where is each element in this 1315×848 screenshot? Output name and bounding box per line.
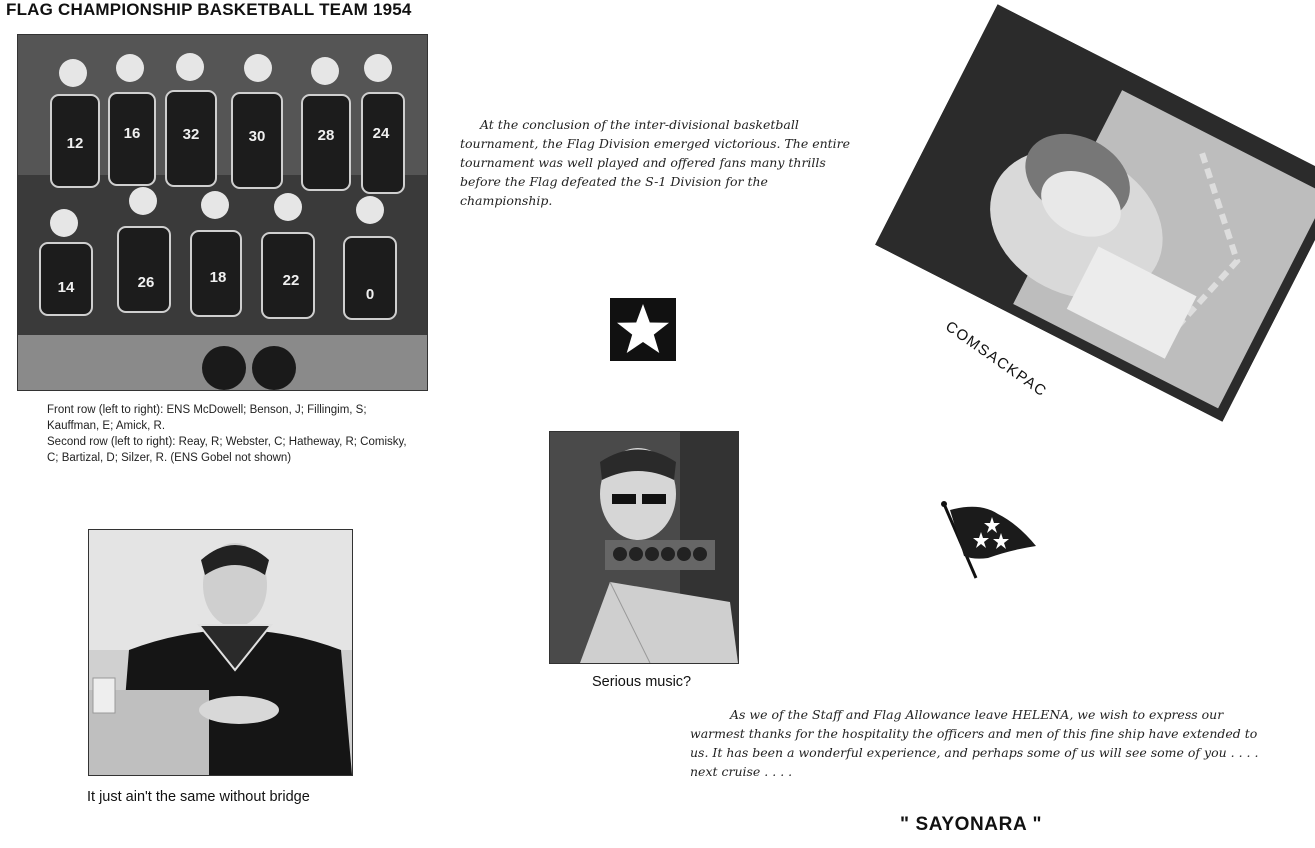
star-emblem xyxy=(610,298,676,361)
tournament-paragraph: At the conclusion of the inter-divisional basketball tournament, the Flag Division emerged victorious. The entire tournament was well played and offered fans many thrills before the Flag defeated the S-1 Division for the championship. xyxy=(460,117,851,208)
jersey-number: 32 xyxy=(182,126,200,143)
jersey-number: 30 xyxy=(248,128,266,145)
bridge-caption: It just ain't the same without bridge xyxy=(87,789,310,805)
closing-sayonara: " SAYONARA " xyxy=(900,814,1043,835)
music-photo xyxy=(549,431,739,664)
jersey-number: 18 xyxy=(209,269,227,286)
sleeping-photo-label: COMSACKPAC xyxy=(942,318,1050,401)
jersey-number: 28 xyxy=(317,127,335,144)
second-row-caption: Second row (left to right): Reay, R; Webster, C; Hatheway, R; Comisky, C; Bartizal, D; Silzer, R. (ENS Gobel not shown) xyxy=(47,436,407,464)
page-title: FLAG CHAMPIONSHIP BASKETBALL TEAM 1954 xyxy=(6,0,412,19)
farewell-paragraph: As we of the Staff and Flag Allowance leave HELENA, we wish to express our warmest thanks for the hospitality the officers and men of this fine ship have extended to us. It has been a wonderful experience, and perhaps some of us will see some of you . . . . next cruise . . . . xyxy=(690,707,1259,779)
flag-emblem xyxy=(940,500,1040,582)
music-caption: Serious music? xyxy=(592,674,692,690)
jersey-number: 12 xyxy=(66,135,84,152)
star-icon xyxy=(610,298,676,361)
front-row-caption: Front row (left to right): ENS McDowell; Benson, J; Fillingim, S; Kauffman, E; Amick, R. xyxy=(47,404,367,432)
sleeping-photo xyxy=(875,4,1315,422)
team-caption xyxy=(47,402,417,466)
jersey-number: 0 xyxy=(365,286,375,303)
bridge-photo xyxy=(88,529,353,776)
jersey-number: 22 xyxy=(282,272,300,289)
jersey-number: 24 xyxy=(372,125,390,142)
jersey-number: 14 xyxy=(57,279,75,296)
jersey-number: 26 xyxy=(137,274,155,291)
jersey-number: 16 xyxy=(123,125,141,142)
team-photo xyxy=(17,34,428,391)
flag-icon xyxy=(940,500,1040,582)
